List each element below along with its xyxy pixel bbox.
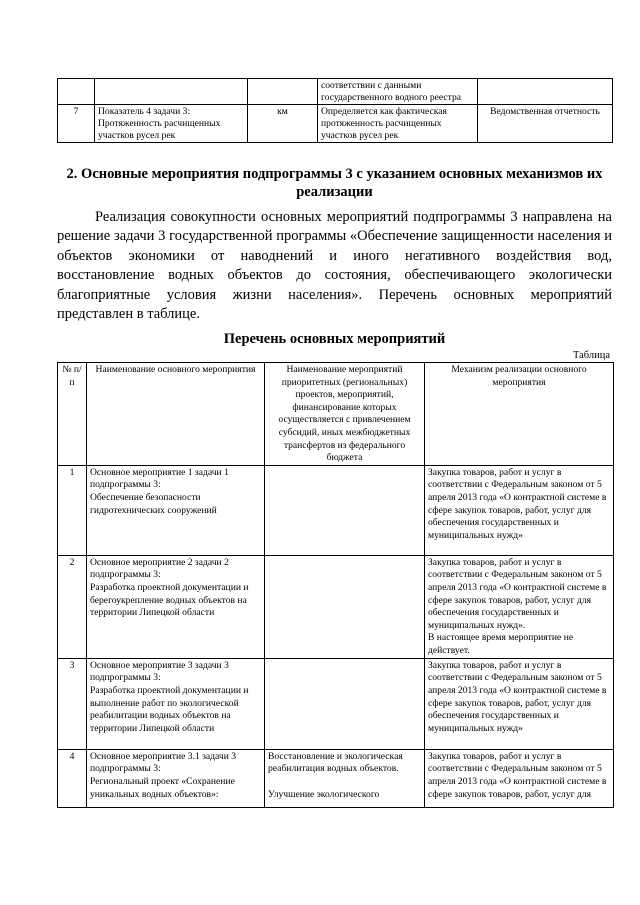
table-cell: соответствии с данными государственного водного реестра [318,79,478,105]
activity-name: Основное мероприятие 3.1 задачи 3 подпрограммы 3: Региональный проект «Сохранение уникальных водных объектов»: [87,749,265,807]
mechanism-cell [425,465,614,555]
section-heading: 2. Основные мероприятия подпрограммы 3 с указанием основных механизмов их реализации [66,166,603,200]
mechanism-note: В настоящее время мероприятие не действует. [428,632,574,656]
project-text-continued: Улучшение экологического [268,788,380,800]
row-number: 3 [58,658,87,749]
mechanism-cell [425,749,614,807]
header-num: № п/п [58,363,87,466]
header-projects: Наименование мероприятий приоритетных (региональных) проектов, мероприятий, финансирование которых осуществляется с привлечением субсидий, иных межбюджетных трансфертов из федерального бюджета [265,363,425,466]
project-cell [265,658,425,749]
table-cell [248,79,318,105]
table-row [58,79,613,105]
table-row [58,749,614,807]
data-source: Ведомственная отчетность [478,105,613,143]
unit: км [248,105,318,143]
table-cell [478,79,613,105]
mechanism-cell [425,658,614,749]
indicator-name: Показатель 4 задачи 3: Протяженность расчищенных участков русел рек [95,105,248,143]
table-cell [95,79,248,105]
row-number: 4 [58,749,87,807]
indicators-table [57,78,613,143]
header-mechanism: Механизм реализации основного мероприятия [425,363,614,466]
row-number: 2 [58,555,87,658]
table-header-row [58,363,614,466]
table-row [58,105,613,143]
table-row [58,658,614,749]
table-row [58,555,614,658]
mechanism-text: Закупка товаров, работ и услуг в соответствии с Федеральным законом от 5 апреля 2013 года «О контрактной системе в сфере закупок товаров, работ, услуг для обеспечения государственных и муниципальных нужд» [428,659,607,734]
project-cell [265,749,425,807]
mechanism-text: Закупка товаров, работ и услуг в соответствии с Федеральным законом от 5 апреля 2013 года «О контрактной системе в сфере закупок товаров, работ, услуг для [428,750,607,800]
calculation-method: Определяется как фактическая протяженность расчищенных участков русел рек [318,105,478,143]
header-name: Наименование основного мероприятия [87,363,265,466]
project-text: Восстановление и экологическая реабилитация водных объектов. [268,750,403,775]
activities-table [57,362,614,808]
row-number: 1 [58,465,87,555]
mechanism-cell [425,555,614,658]
project-cell [265,465,425,555]
table-cell [58,79,95,105]
activity-name: Основное мероприятие 2 задачи 2 подпрограммы 3: Разработка проектной документации и берегоукрепление водных объектов на территории Липецкой области [87,555,265,658]
project-cell [265,555,425,658]
activity-name: Основное мероприятие 1 задачи 1 подпрограммы 3: Обеспечение безопасности гидротехнических сооружений [87,465,265,555]
table-label: Таблица [572,350,610,361]
mechanism-text: Закупка товаров, работ и услуг в соответствии с Федеральным законом от 5 апреля 2013 года «О контрактной системе в сфере закупок товаров, работ, услуг для обеспечения государственных и муниципальных нужд». [428,556,607,631]
row-number: 7 [58,105,95,143]
activity-name: Основное мероприятие 3 задачи 3 подпрограммы 3: Разработка проектной документации и выполнение работ по экологической реабилитации водных объектов на территории Липецкой области [87,658,265,749]
table-row [58,465,614,555]
mechanism-text: Закупка товаров, работ и услуг в соответствии с Федеральным законом от 5 апреля 2013 года «О контрактной системе в сфере закупок товаров, работ, услуг для обеспечения государственных и муниципальных нужд» [428,466,607,541]
list-title: Перечень основных мероприятий [223,331,446,347]
intro-paragraph: Реализация совокупности основных мероприятий подпрограммы 3 направлена на решение задачи 3 государственной программы «Обеспечение защищенности населения и объектов экономики от наводнений и иного негативного воздействия вод, восстановление водных объектов до состояния, обеспечивающего экологически благоприятные условия жизни населения». Перечень основных мероприятий представлен в таблице. [57,209,612,323]
